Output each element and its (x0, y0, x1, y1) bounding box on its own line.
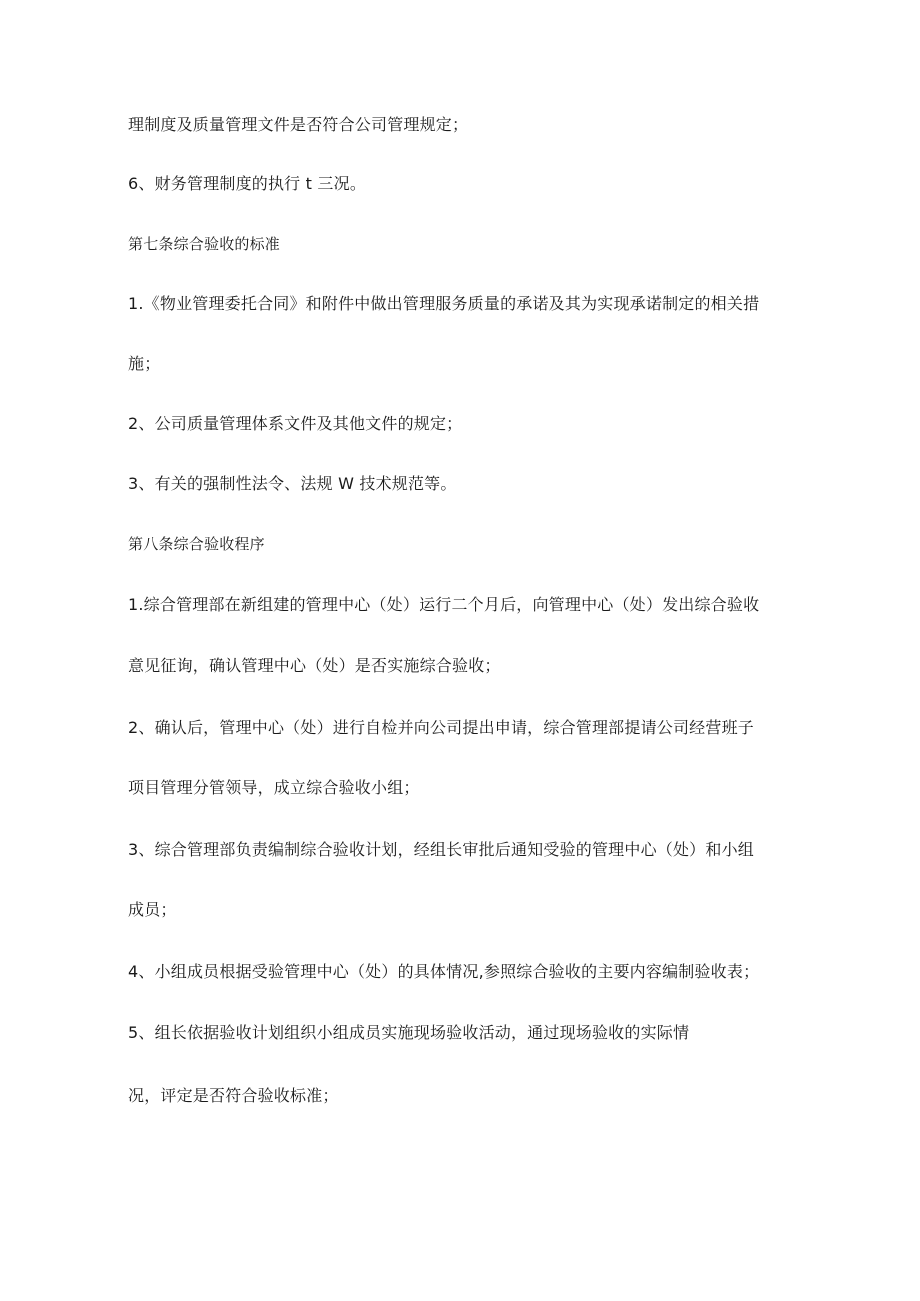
text-line-standard-1: 1.《物业管理委托合同》和附件中做出管理服务质量的承诺及其为实现承诺制定的相关措 (128, 294, 760, 313)
text-line-procedure-3-cont: 成员； (128, 900, 177, 919)
text-line-standard-3: 3、有关的强制性法令、法规 W 技术规范等。 (128, 474, 457, 493)
text-line-procedure-5-cont: 况，评定是否符合验收标准； (128, 1086, 339, 1105)
text-line-procedure-1-cont: 意见征询，确认管理中心（处）是否实施综合验收； (128, 656, 501, 675)
text-line-standard-2: 2、公司质量管理体系文件及其他文件的规定； (128, 414, 463, 433)
text-line-procedure-5: 5、组长依据验收计划组织小组成员实施现场验收活动，通过现场验收的实际情 (128, 1023, 690, 1042)
text-line-procedure-2: 2、确认后，管理中心（处）进行自检并向公司提出申请，综合管理部提请公司经营班子 (128, 718, 754, 737)
text-line-standard-1-cont: 施； (128, 354, 161, 373)
text-line-item-6-finance: 6、财务管理制度的执行 t 三况。 (128, 174, 367, 193)
text-line-continuation-management-rules: 理制度及质量管理文件是否符合公司管理规定； (128, 115, 469, 134)
section-heading-article-7: 第七条综合验收的标准 (128, 235, 281, 253)
text-line-procedure-2-cont: 项目管理分管领导，成立综合验收小组； (128, 778, 420, 797)
text-line-procedure-4: 4、小组成员根据受验管理中心（处）的具体情况,参照综合验收的主要内容编制验收表； (128, 962, 760, 981)
text-line-procedure-1: 1.综合管理部在新组建的管理中心（处）运行二个月后，向管理中心（处）发出综合验收 (128, 595, 760, 614)
section-heading-article-8: 第八条综合验收程序 (128, 535, 265, 553)
text-line-procedure-3: 3、综合管理部负责编制综合验收计划，经组长审批后通知受验的管理中心（处）和小组 (128, 840, 754, 859)
